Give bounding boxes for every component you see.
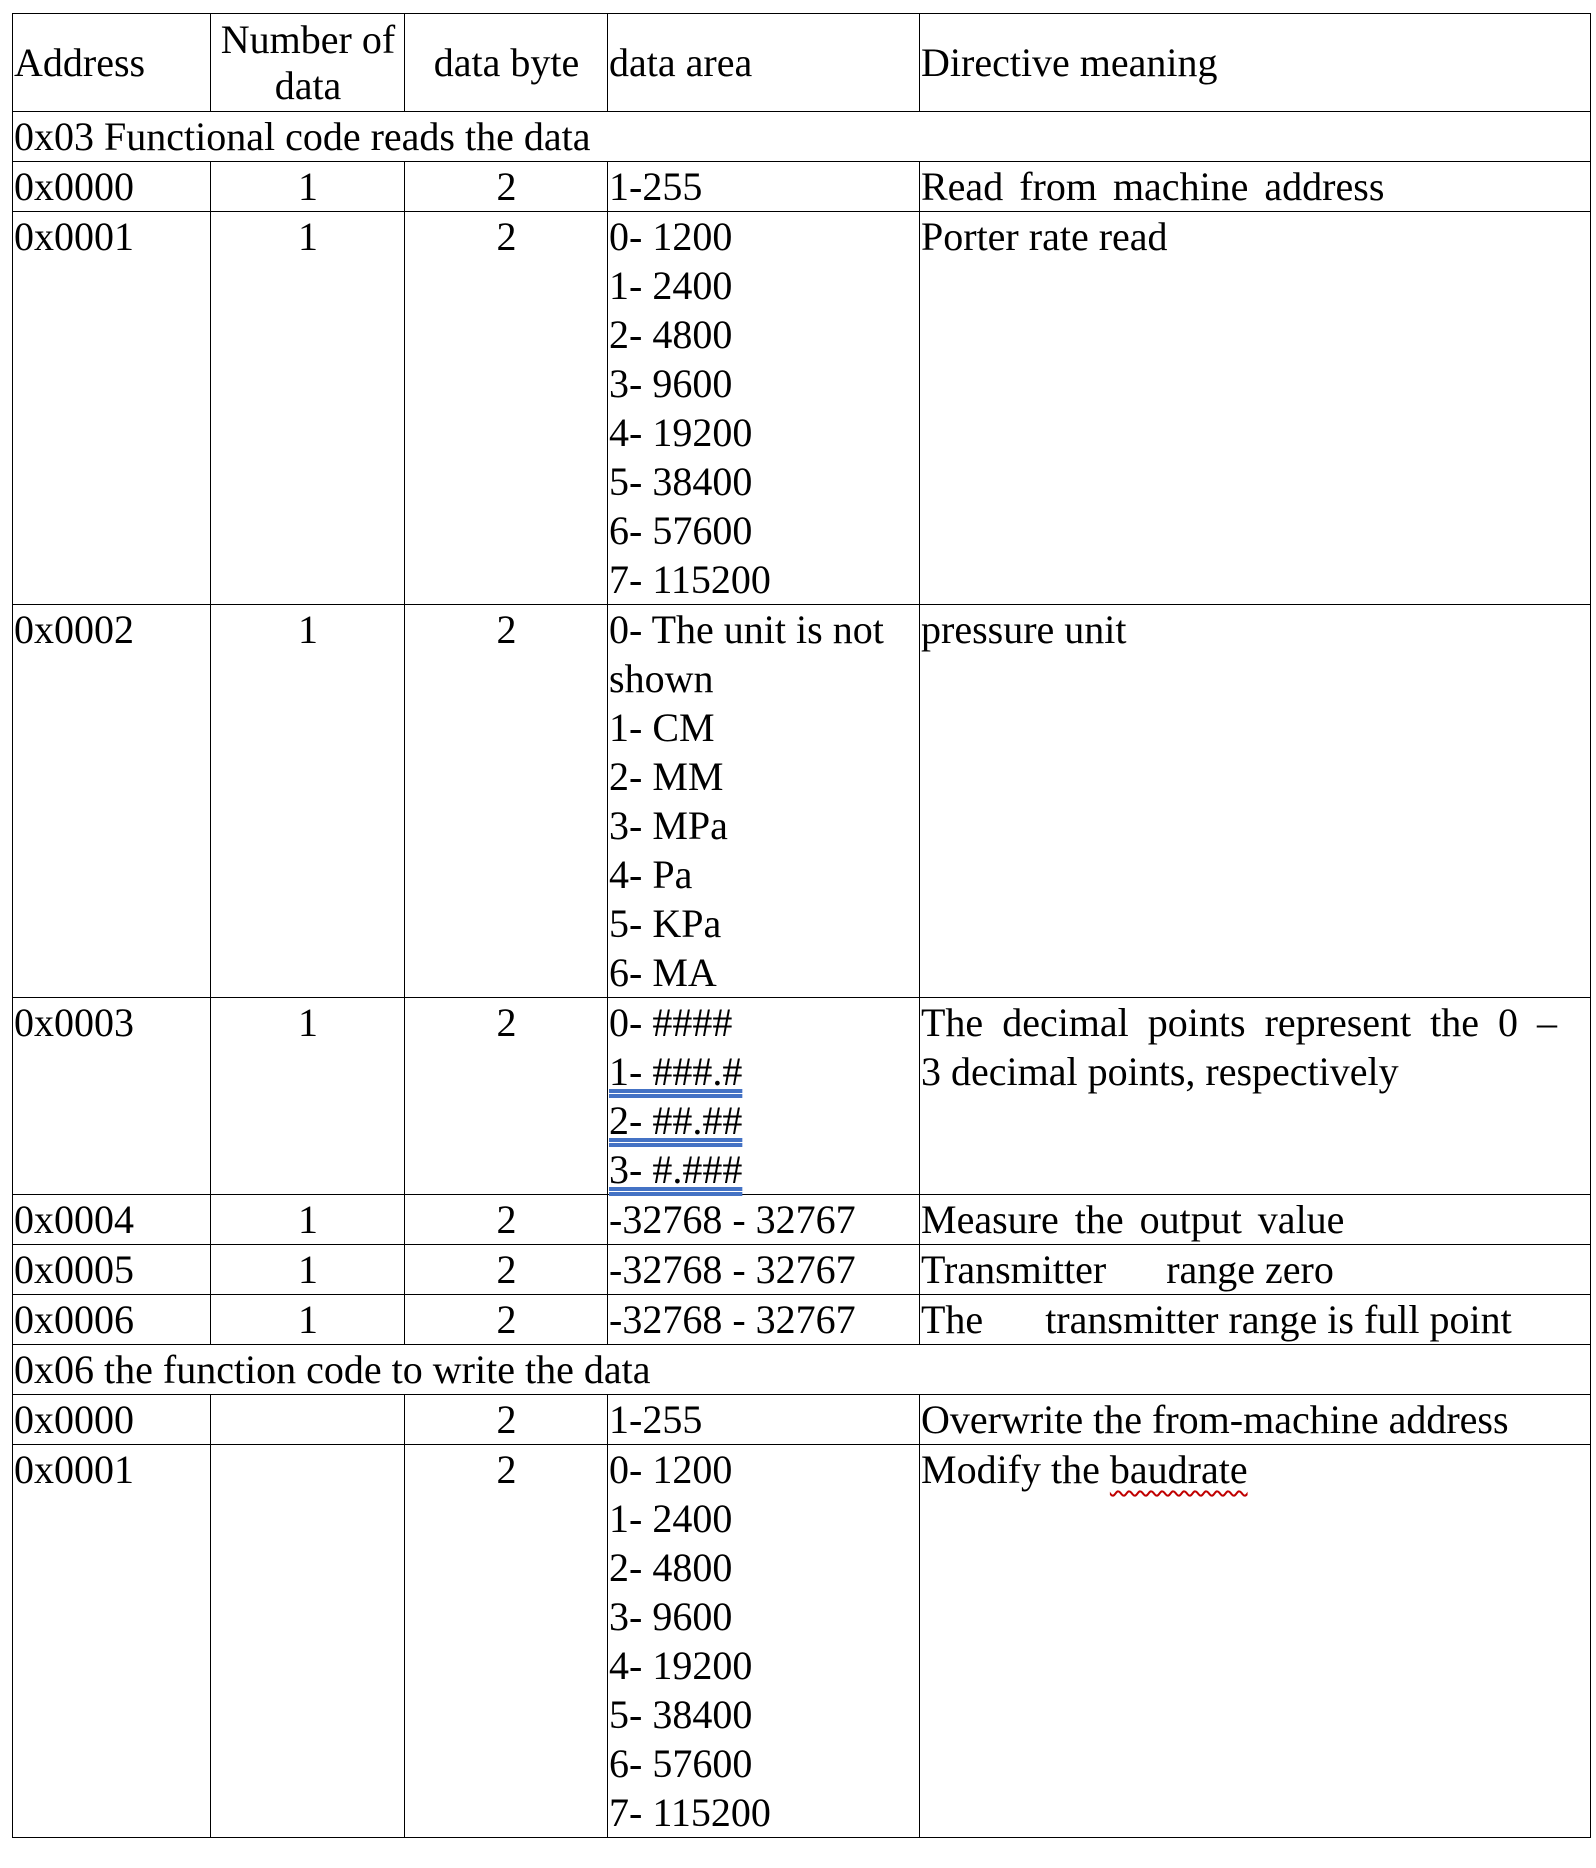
- count-cell: 1: [211, 1195, 405, 1245]
- address-cell: 0x0005: [13, 1245, 211, 1295]
- data-area-line: [609, 1096, 919, 1145]
- section-row-write: [13, 1345, 1591, 1395]
- section-row-read: [13, 112, 1591, 162]
- table-row: [13, 1245, 1591, 1295]
- data-area-line: 3- 9600: [609, 361, 733, 406]
- data-area-line: 1- 2400: [609, 1496, 733, 1541]
- data-area-line: 2- MM: [609, 754, 724, 799]
- meaning-cell: pressure unit: [920, 605, 1591, 998]
- meaning-part: Transmitter: [921, 1247, 1107, 1292]
- count-cell: [211, 1445, 405, 1838]
- header-directive-meaning: Directive meaning: [920, 14, 1591, 112]
- data-area-line: 6- MA: [609, 950, 717, 995]
- meaning-part: range zero: [1166, 1247, 1334, 1292]
- data-area-cell: -32768 - 32767: [608, 1295, 920, 1345]
- table-row: [13, 1295, 1591, 1345]
- header-number-of-data: Number of data: [211, 14, 405, 112]
- data-area-cell: -32768 - 32767: [608, 1195, 920, 1245]
- data-area-line: 7- 115200: [609, 557, 771, 602]
- meaning-part: transmitter range is full point: [1045, 1297, 1512, 1342]
- meaning-line: The decimal points represent the 0 –: [921, 1000, 1558, 1045]
- count-cell: 1: [211, 605, 405, 998]
- data-area-line: 5- 38400: [609, 459, 753, 504]
- data-area-line: 4- Pa: [609, 852, 693, 897]
- data-area-line: 4- 19200: [609, 1643, 753, 1688]
- address-cell: 0x0006: [13, 1295, 211, 1345]
- header-data-byte: data byte: [405, 14, 608, 112]
- meaning-cell: Read from machine address: [920, 162, 1591, 212]
- address-cell: 0x0000: [13, 1395, 211, 1445]
- data-area-line: 2- 4800: [609, 1545, 733, 1590]
- data-area-line: 0- The unit is not: [609, 607, 884, 652]
- count-cell: 1: [211, 162, 405, 212]
- address-cell: 0x0002: [13, 605, 211, 998]
- data-area-line: 3- MPa: [609, 803, 728, 848]
- meaning-cell: Measure the output value: [920, 1195, 1591, 1245]
- address-cell: 0x0000: [13, 162, 211, 212]
- address-cell: 0x0001: [13, 1445, 211, 1838]
- meaning-cell: Overwrite the from-machine address: [920, 1395, 1591, 1445]
- section-title: 0x06 the function code to write the data: [13, 1345, 1591, 1395]
- bytes-cell: 2: [405, 162, 608, 212]
- meaning-part: Modify the: [921, 1447, 1100, 1492]
- data-area-line: 6- 57600: [609, 508, 753, 553]
- data-area-cell: -32768 - 32767: [608, 1245, 920, 1295]
- meaning-cell: Porter rate read: [920, 212, 1591, 605]
- data-area-line: 1- CM: [609, 705, 715, 750]
- data-area-line: 5- 38400: [609, 1692, 753, 1737]
- bytes-cell: 2: [405, 1245, 608, 1295]
- data-area-line: 0- 1200: [609, 214, 733, 259]
- bytes-cell: 2: [405, 212, 608, 605]
- data-area-line: 3- 9600: [609, 1594, 733, 1639]
- data-area-cell: 1-255: [608, 1395, 920, 1445]
- data-area-line: 7- 115200: [609, 1790, 771, 1835]
- address-cell: 0x0003: [13, 998, 211, 1195]
- bytes-cell: 2: [405, 1445, 608, 1838]
- data-area-line: 0- ####: [609, 1000, 733, 1045]
- meaning-part: The: [921, 1297, 984, 1342]
- count-cell: 1: [211, 998, 405, 1195]
- data-area-format: 2- ##.##: [609, 1098, 743, 1143]
- data-area-line: [609, 1145, 919, 1194]
- bytes-cell: 2: [405, 1195, 608, 1245]
- data-area-line: 0- 1200: [609, 1447, 733, 1492]
- address-cell: 0x0001: [13, 212, 211, 605]
- header-address: Address: [13, 14, 211, 112]
- data-area-line: 1- 2400: [609, 263, 733, 308]
- bytes-cell: 2: [405, 605, 608, 998]
- meaning-cell: [920, 998, 1591, 1195]
- section-title: 0x03 Functional code reads the data: [13, 112, 1591, 162]
- bytes-cell: 2: [405, 1295, 608, 1345]
- data-area-line: 5- KPa: [609, 901, 722, 946]
- meaning-line: 3 decimal points, respectively: [921, 1049, 1399, 1094]
- data-area-line: [609, 1047, 919, 1096]
- data-area-cell: [608, 998, 920, 1195]
- data-area-line: 6- 57600: [609, 1741, 753, 1786]
- table-row: [13, 998, 1591, 1195]
- meaning-cell: [920, 1245, 1591, 1295]
- register-table: [12, 13, 1591, 1838]
- data-area-line: shown: [609, 656, 714, 701]
- data-area-line: 2- 4800: [609, 312, 733, 357]
- table-row: [13, 1445, 1591, 1838]
- table-row: [13, 212, 1591, 605]
- data-area-format: 1- ###.#: [609, 1049, 743, 1094]
- table-row: [13, 605, 1591, 998]
- header-row: [13, 14, 1591, 112]
- bytes-cell: 2: [405, 1395, 608, 1445]
- data-area-cell: [608, 605, 920, 998]
- count-cell: 1: [211, 1245, 405, 1295]
- table-row: [13, 162, 1591, 212]
- data-area-cell: [608, 1445, 920, 1838]
- table-row: [13, 1195, 1591, 1245]
- spellcheck-word: baudrate: [1109, 1447, 1248, 1492]
- table-row: [13, 1395, 1591, 1445]
- data-area-cell: [608, 212, 920, 605]
- count-cell: [211, 1395, 405, 1445]
- bytes-cell: 2: [405, 998, 608, 1195]
- data-area-cell: 1-255: [608, 162, 920, 212]
- meaning-cell: [920, 1445, 1591, 1838]
- count-cell: 1: [211, 1295, 405, 1345]
- header-data-area: data area: [608, 14, 920, 112]
- count-cell: 1: [211, 212, 405, 605]
- address-cell: 0x0004: [13, 1195, 211, 1245]
- data-area-format: 3- #.###: [609, 1147, 743, 1192]
- data-area-line: 4- 19200: [609, 410, 753, 455]
- meaning-cell: [920, 1295, 1591, 1345]
